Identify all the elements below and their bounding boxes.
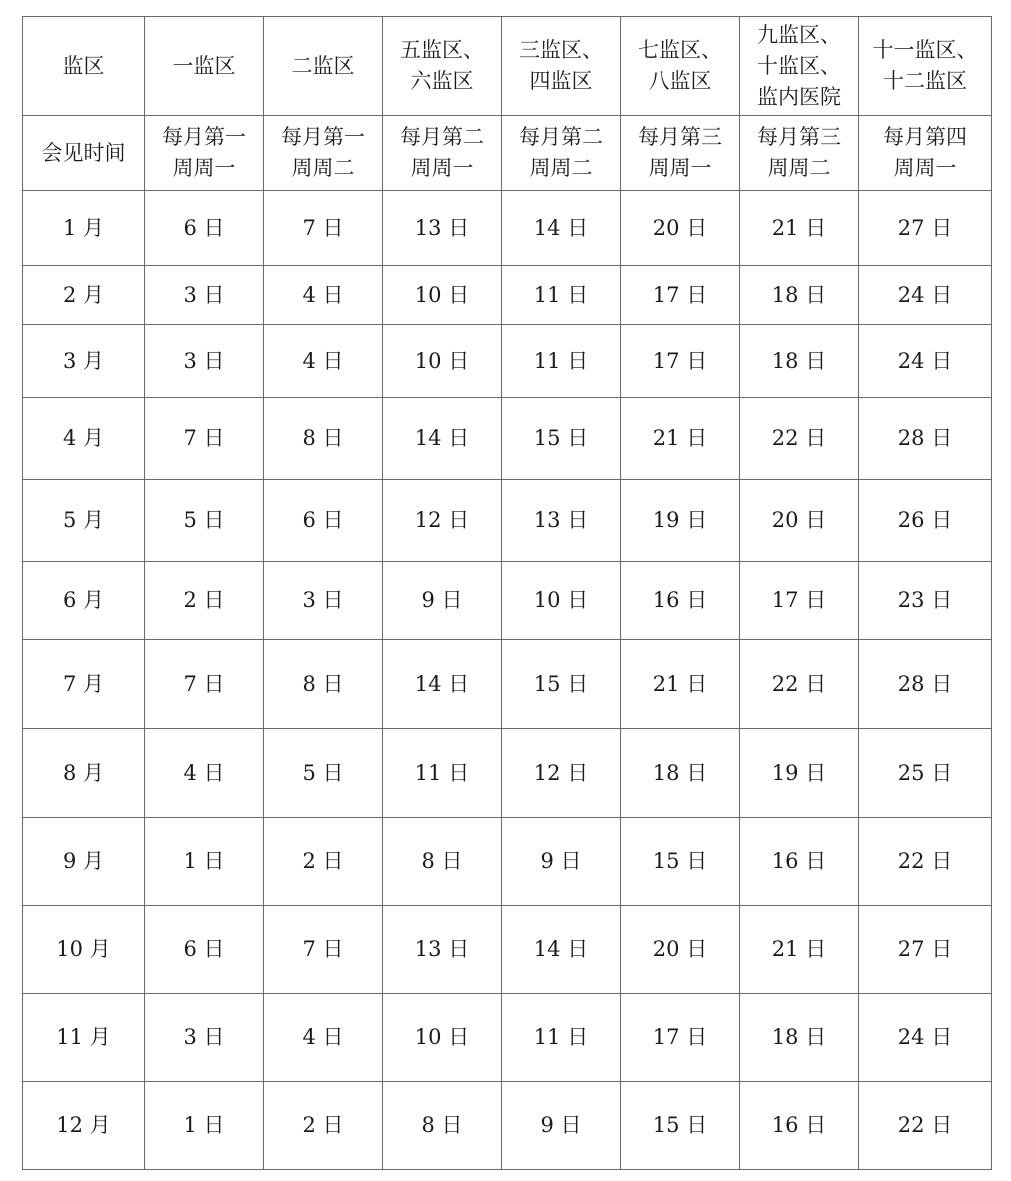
visit-time-value: 每月第三 周周一 xyxy=(621,116,740,191)
visit-day-cell: 2 日 xyxy=(264,818,383,906)
visit-time-label: 会见时间 xyxy=(23,116,145,191)
visit-day-cell: 5 日 xyxy=(264,729,383,818)
visit-day-cell: 2 日 xyxy=(264,1082,383,1170)
visit-day-cell: 5 日 xyxy=(145,480,264,562)
visit-day-cell: 4 日 xyxy=(264,266,383,325)
month-row xyxy=(23,480,992,562)
visit-day-cell: 10 日 xyxy=(383,994,502,1082)
visit-day-cell: 7 日 xyxy=(264,906,383,994)
visit-day-cell: 21 日 xyxy=(740,191,859,266)
visit-day-cell: 22 日 xyxy=(740,640,859,729)
visit-day-cell: 21 日 xyxy=(740,906,859,994)
visit-day-cell: 15 日 xyxy=(502,640,621,729)
visit-day-cell: 7 日 xyxy=(264,191,383,266)
visit-day-cell: 24 日 xyxy=(859,994,992,1082)
visit-day-cell: 14 日 xyxy=(383,640,502,729)
visit-day-cell: 27 日 xyxy=(859,191,992,266)
visit-time-value: 每月第一 周周二 xyxy=(264,116,383,191)
visit-day-cell: 6 日 xyxy=(264,480,383,562)
month-row xyxy=(23,562,992,640)
visit-day-cell: 11 日 xyxy=(502,325,621,398)
month-row xyxy=(23,1082,992,1170)
month-label: 8 月 xyxy=(23,729,145,818)
month-row xyxy=(23,398,992,480)
visit-day-cell: 8 日 xyxy=(383,1082,502,1170)
visit-day-cell: 24 日 xyxy=(859,266,992,325)
visit-day-cell: 6 日 xyxy=(145,906,264,994)
visit-schedule-sheet xyxy=(22,16,991,1170)
visit-day-cell: 22 日 xyxy=(859,818,992,906)
visit-day-cell: 12 日 xyxy=(383,480,502,562)
visit-day-cell: 12 日 xyxy=(502,729,621,818)
month-row xyxy=(23,994,992,1082)
schedule-body xyxy=(23,17,992,1170)
month-label: 9 月 xyxy=(23,818,145,906)
visit-day-cell: 15 日 xyxy=(502,398,621,480)
visit-day-cell: 19 日 xyxy=(740,729,859,818)
month-row xyxy=(23,191,992,266)
visit-day-cell: 13 日 xyxy=(502,480,621,562)
visit-day-cell: 21 日 xyxy=(621,640,740,729)
visit-day-cell: 16 日 xyxy=(621,562,740,640)
visit-day-cell: 4 日 xyxy=(264,994,383,1082)
visit-day-cell: 23 日 xyxy=(859,562,992,640)
visit-day-cell: 15 日 xyxy=(621,1082,740,1170)
month-label: 5 月 xyxy=(23,480,145,562)
visit-day-cell: 17 日 xyxy=(621,266,740,325)
visit-day-cell: 16 日 xyxy=(740,818,859,906)
area-header: 一监区 xyxy=(145,17,264,116)
month-label: 11 月 xyxy=(23,994,145,1082)
month-row xyxy=(23,325,992,398)
month-row xyxy=(23,729,992,818)
visit-day-cell: 14 日 xyxy=(502,191,621,266)
visit-schedule-table xyxy=(22,16,992,1170)
visit-day-cell: 20 日 xyxy=(740,480,859,562)
visit-day-cell: 3 日 xyxy=(145,266,264,325)
month-label: 2 月 xyxy=(23,266,145,325)
visit-day-cell: 2 日 xyxy=(145,562,264,640)
visit-day-cell: 18 日 xyxy=(740,325,859,398)
visit-day-cell: 20 日 xyxy=(621,906,740,994)
visit-day-cell: 14 日 xyxy=(383,398,502,480)
visit-day-cell: 11 日 xyxy=(502,994,621,1082)
visit-time-value: 每月第二 周周一 xyxy=(383,116,502,191)
visit-day-cell: 13 日 xyxy=(383,906,502,994)
visit-day-cell: 19 日 xyxy=(621,480,740,562)
visit-time-value: 每月第一 周周一 xyxy=(145,116,264,191)
visit-time-value: 每月第二 周周二 xyxy=(502,116,621,191)
visit-day-cell: 4 日 xyxy=(145,729,264,818)
month-label: 10 月 xyxy=(23,906,145,994)
month-label: 3 月 xyxy=(23,325,145,398)
month-label: 4 月 xyxy=(23,398,145,480)
visit-day-cell: 7 日 xyxy=(145,398,264,480)
visit-day-cell: 25 日 xyxy=(859,729,992,818)
visit-day-cell: 15 日 xyxy=(621,818,740,906)
visit-time-row xyxy=(23,116,992,191)
month-label: 1 月 xyxy=(23,191,145,266)
visit-day-cell: 18 日 xyxy=(740,994,859,1082)
area-header: 十一监区、 十二监区 xyxy=(859,17,992,116)
visit-day-cell: 11 日 xyxy=(502,266,621,325)
visit-day-cell: 17 日 xyxy=(621,994,740,1082)
month-row xyxy=(23,906,992,994)
area-header: 三监区、 四监区 xyxy=(502,17,621,116)
visit-day-cell: 26 日 xyxy=(859,480,992,562)
visit-day-cell: 21 日 xyxy=(621,398,740,480)
visit-day-cell: 11 日 xyxy=(383,729,502,818)
visit-day-cell: 22 日 xyxy=(859,1082,992,1170)
visit-day-cell: 16 日 xyxy=(740,1082,859,1170)
visit-day-cell: 18 日 xyxy=(740,266,859,325)
visit-day-cell: 10 日 xyxy=(383,266,502,325)
visit-day-cell: 20 日 xyxy=(621,191,740,266)
visit-day-cell: 24 日 xyxy=(859,325,992,398)
visit-day-cell: 3 日 xyxy=(145,994,264,1082)
visit-day-cell: 28 日 xyxy=(859,398,992,480)
visit-day-cell: 9 日 xyxy=(502,1082,621,1170)
area-header: 九监区、 十监区、 监内医院 xyxy=(740,17,859,116)
visit-day-cell: 8 日 xyxy=(264,640,383,729)
visit-day-cell: 6 日 xyxy=(145,191,264,266)
header-row xyxy=(23,17,992,116)
month-row xyxy=(23,818,992,906)
visit-day-cell: 13 日 xyxy=(383,191,502,266)
visit-day-cell: 17 日 xyxy=(621,325,740,398)
month-row xyxy=(23,640,992,729)
area-header: 七监区、 八监区 xyxy=(621,17,740,116)
visit-day-cell: 28 日 xyxy=(859,640,992,729)
month-row xyxy=(23,266,992,325)
visit-day-cell: 7 日 xyxy=(145,640,264,729)
area-header: 五监区、 六监区 xyxy=(383,17,502,116)
visit-day-cell: 9 日 xyxy=(383,562,502,640)
visit-day-cell: 10 日 xyxy=(383,325,502,398)
visit-day-cell: 1 日 xyxy=(145,818,264,906)
corner-header: 监区 xyxy=(23,17,145,116)
visit-day-cell: 27 日 xyxy=(859,906,992,994)
area-header: 二监区 xyxy=(264,17,383,116)
month-label: 12 月 xyxy=(23,1082,145,1170)
visit-day-cell: 3 日 xyxy=(145,325,264,398)
visit-time-value: 每月第四 周周一 xyxy=(859,116,992,191)
visit-day-cell: 17 日 xyxy=(740,562,859,640)
visit-day-cell: 4 日 xyxy=(264,325,383,398)
visit-time-value: 每月第三 周周二 xyxy=(740,116,859,191)
visit-day-cell: 8 日 xyxy=(264,398,383,480)
visit-day-cell: 9 日 xyxy=(502,818,621,906)
visit-day-cell: 8 日 xyxy=(383,818,502,906)
visit-day-cell: 22 日 xyxy=(740,398,859,480)
visit-day-cell: 14 日 xyxy=(502,906,621,994)
month-label: 6 月 xyxy=(23,562,145,640)
month-label: 7 月 xyxy=(23,640,145,729)
visit-day-cell: 1 日 xyxy=(145,1082,264,1170)
visit-day-cell: 18 日 xyxy=(621,729,740,818)
visit-day-cell: 10 日 xyxy=(502,562,621,640)
visit-day-cell: 3 日 xyxy=(264,562,383,640)
